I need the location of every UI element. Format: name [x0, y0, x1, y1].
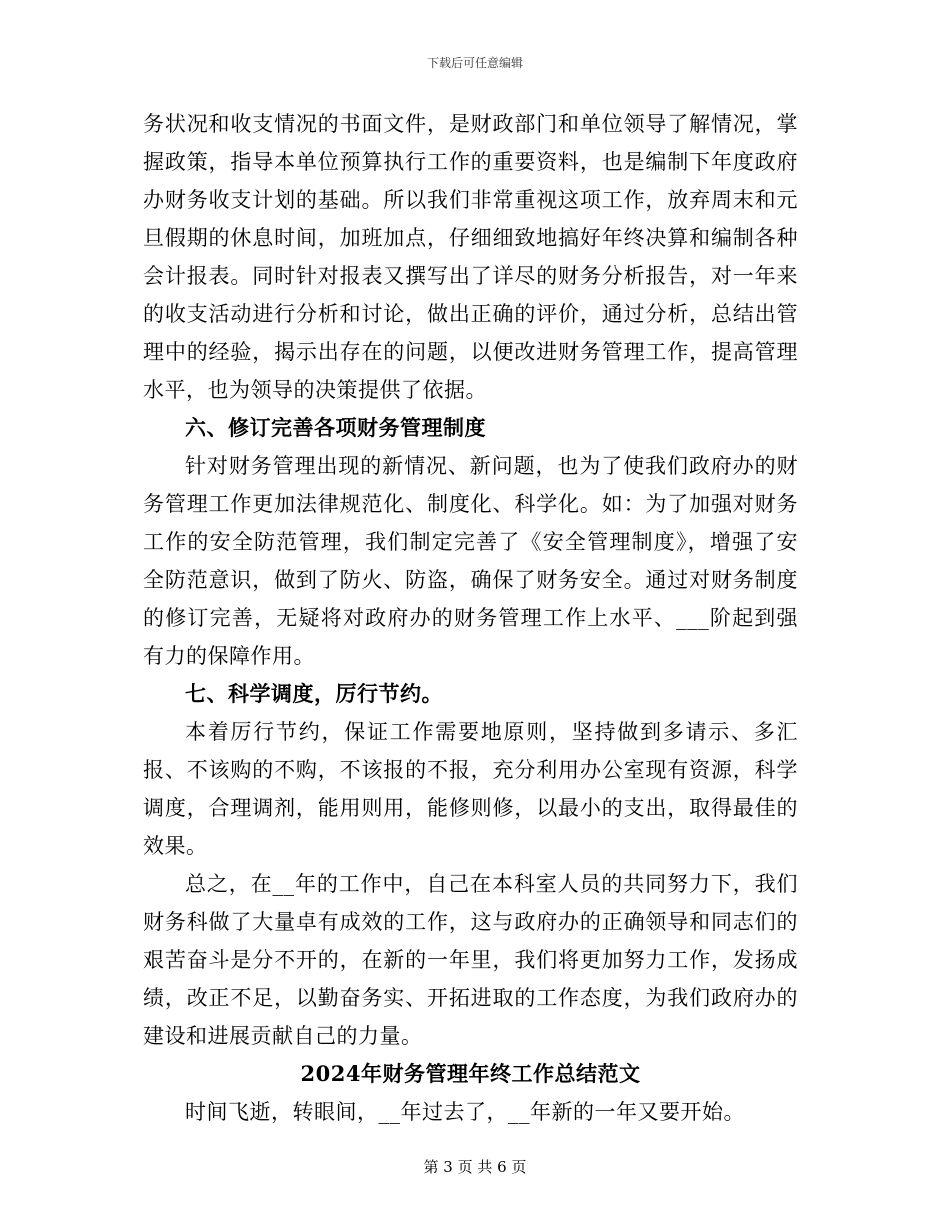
section-heading: 七、科学调度，厉行节约。 — [185, 681, 443, 706]
page-footer-number: 第 3 页 共 6 页 — [423, 1158, 527, 1176]
paragraph: 针对财务管理出现的新情况、新问题，也为了使我们政府办的财务管理工作更加法律规范化、制度化、科学化。如：为了加强对财务工作的安全防范管理，我们制定完善了《安全管理制度》，增强了安全防范意识，做到了防火、防盗，确保了财务安全。通过对财务制度的修订完善，无疑将对政府办的财务管理工作上水平、___阶起到强有力的保障作用。 — [143, 454, 798, 668]
paragraph: 本着厉行节约，保证工作需要地原则，坚持做到多请示、多汇报、不该购的不购，不该报的不报，充分利用办公室现有资源，科学调度，合理调剂，能用则用，能修则修，以最小的支出，取得最佳的效果。 — [143, 720, 798, 858]
paragraph: 时间飞逝，转眼间，__年过去了，__年新的一年又要开始。 — [185, 1100, 745, 1124]
document-body — [143, 105, 798, 1131]
page-header-note: 下载后可任意编辑 — [426, 56, 523, 70]
paragraph: 总之，在__年的工作中，自己在本科室人员的共同努力下，我们财务科做了大量卓有成效的工作，这与政府办的正确领导和同志们的艰苦奋斗是分不开的，在新的一年里，我们将更加努力工作，发扬成绩，改正不足，以勤奋务实、开拓进取的工作态度，为我们政府办的建设和进展贡献自己的力量。 — [143, 872, 798, 1048]
document-title: 2024年财务管理年终工作总结范文 — [300, 1061, 641, 1086]
paragraph: 务状况和收支情况的书面文件，是财政部门和单位领导了解情况，掌握政策，指导本单位预算执行工作的重要资料，也是编制下年度政府办财务收支计划的基础。所以我们非常重视这项工作，放弃周末和元旦假期的休息时间，加班加点，仔细细致地搞好年终决算和编制各种会计报表。同时针对报表又撰写出了详尽的财务分析报告，对一年来的收支活动进行分析和讨论，做出正确的评价，通过分析，总结出管理中的经验，揭示出存在的问题，以便改进财务管理工作，提高管理水平，也为领导的决策提供了依据。 — [143, 112, 798, 402]
section-heading: 六、修订完善各项财务管理制度 — [185, 415, 486, 440]
